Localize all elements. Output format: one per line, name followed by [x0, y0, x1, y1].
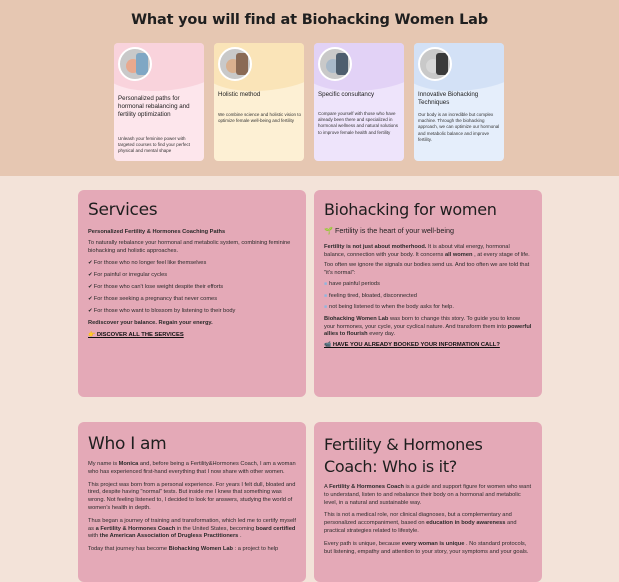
list-item: ✔ For those who can't lose weight despite their efforts — [88, 284, 296, 292]
list-item: ■ feeling tired, bloated, disconnected — [324, 293, 532, 301]
services-heading: Services — [88, 200, 158, 220]
who-heading: Who I am — [88, 434, 167, 454]
feature-card-specific-consultancy[interactable] — [314, 43, 404, 161]
feature-card-personalized-paths[interactable] — [114, 43, 204, 161]
feature-text: Our body is an incredible but complex machine. Through the biohacking approach, we can optimize our hormonal and metabolic balance and improve fertility. — [418, 112, 500, 142]
services-closing: Rediscover your balance. Regain your energy. — [88, 319, 213, 326]
services-list — [88, 260, 296, 316]
feature-title: Personalized paths for hormonal rebalancing and fertility optimization — [118, 95, 190, 118]
list-item: ■ not being listened to when the body asks for help. — [324, 304, 532, 312]
services-intro: To naturally rebalance your hormonal and metabolic system, combining feminine biohacking and holistic approaches. — [88, 239, 291, 254]
feature-title: Specific consultancy — [318, 91, 375, 98]
biohacking-paragraph: Too often we ignore the signals our bodies send us. And too often we are told that "it's normal": — [324, 262, 530, 277]
list-item: ✔ For those who no longer feel like themselves — [88, 260, 296, 268]
who-paragraph: This project was born from a personal experience. For years I felt dull, bloated and tired, despite having "normal" tests. But inside me I knew that something was wrong. Not feeling listened to, I decided to look for answers, studying the world of women's health in depth. — [88, 481, 296, 511]
coach-paragraph: A Fertility & Hormones Coach is a guide and support figure for women who want to understand, listen to and rebalance their body on a hormonal and metabolic level, in a natural and sustainable way. — [324, 484, 532, 506]
coach-paragraph: This is not a medical role, nor clinical diagnoses, but a complementary and personalized accompaniment, based on education in body awareness and practical strategies related to lifestyle. — [324, 512, 517, 534]
list-item: ■ have painful periods — [324, 281, 532, 289]
feature-card-biohacking-techniques[interactable] — [414, 43, 504, 161]
services-card — [78, 190, 306, 397]
feature-image — [318, 47, 352, 81]
who-i-am-card — [78, 422, 306, 582]
feature-title: Holistic method — [218, 91, 261, 98]
coach-card — [314, 422, 542, 582]
feature-title: Innovative Biohacking Techniques — [418, 91, 479, 106]
list-item: ✔ For those who want to blossom by listening to their body — [88, 308, 296, 316]
list-item: ✔ For those seeking a pregnancy that never comes — [88, 296, 296, 304]
feature-image — [418, 47, 452, 81]
feature-text: Compare yourself with those who have already been there and specialized in hormonal wellness and natural solutions to improve female health and fertility — [318, 111, 399, 135]
coach-paragraph: Every path is unique, because every woman is unique . No standard protocols, but listening, empathy and attention to your story, your symptoms and your goals. — [324, 540, 529, 555]
biohacking-card — [314, 190, 542, 397]
biohacking-lead: 🌱 Fertility is the heart of your well-being — [324, 226, 454, 235]
biohacking-heading: Biohacking for women — [324, 200, 497, 219]
feature-image — [118, 47, 152, 81]
features-section — [0, 0, 619, 176]
feature-text: We combine science and holistic vision to optimize female well-being and fertility — [218, 112, 301, 124]
biohacking-paragraph: Biohacking Women Lab was born to change this story. To guide you to know your hormones, your cycle, your cyclical nature. And transform them into powerful allies to flourish every day. — [324, 315, 532, 338]
features-heading: What you will find at Biohacking Women Lab — [131, 12, 488, 28]
feature-image — [218, 47, 252, 81]
feature-text: Unleash your feminine power with targeted courses to find your perfect physical and mental shape — [118, 136, 191, 154]
feature-card-holistic-method[interactable] — [214, 43, 304, 161]
who-paragraph: Today that journey has become Biohacking Women Lab : a project to help — [88, 546, 279, 553]
discover-services-link[interactable]: 👉 DISCOVER ALL THE SERVICES — [88, 331, 184, 338]
book-call-link[interactable]: 📹 HAVE YOU ALREADY BOOKED YOUR INFORMATION CALL? — [324, 342, 500, 349]
coach-heading: Fertility & Hormones Coach: Who is it? — [324, 435, 483, 476]
who-paragraph: Thus began a journey of training and transformation, which led me to certify myself as a Fertility & Hormones Coach in the United States, becoming board certified with the American Association of Drugless Practitioners . — [88, 517, 297, 540]
list-item: ✔ For painful or irregular cycles — [88, 272, 296, 280]
biohacking-paragraph: Fertility is not just about motherhood. It is about vital energy, hormonal balance, connection with your body. It concerns all women , at every stage of life. — [324, 243, 530, 258]
symptoms-list — [324, 281, 532, 311]
who-paragraph: My name is Monica and, before being a Fertility&Hormones Coach, I am a woman who has experienced first-hand everything that I now share with other women. — [88, 461, 296, 475]
services-subtitle: Personalized Fertility & Hormones Coaching Paths — [88, 229, 226, 235]
